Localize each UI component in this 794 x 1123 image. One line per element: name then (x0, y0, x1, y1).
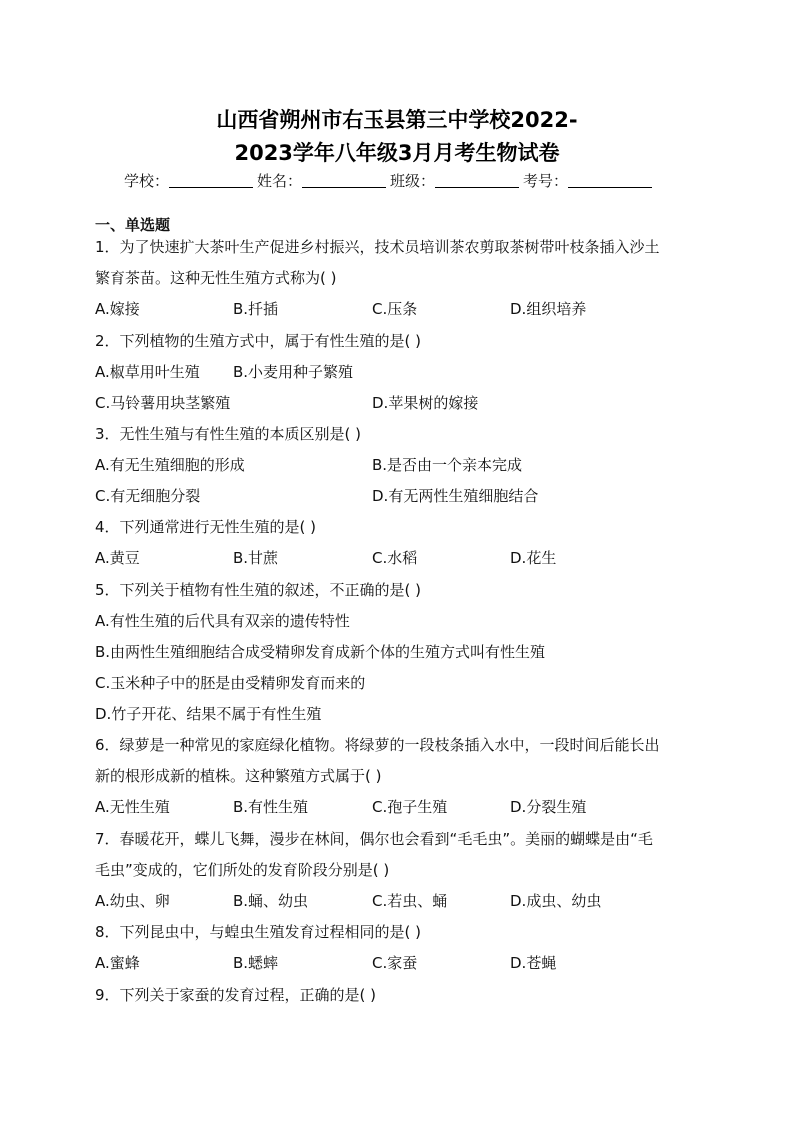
school-blank[interactable] (169, 173, 253, 188)
question-2-option-b: B.小麦用种子繁殖 (233, 363, 354, 381)
question-6-line-1: 6．绿萝是一种常见的家庭绿化植物。将绿萝的一段枝条插入水中，一段时间后能长出 (95, 736, 660, 754)
question-7-option-c: C.若虫、蛹 (372, 892, 448, 910)
question-8-line-1: 8．下列昆虫中，与蝗虫生殖发育过程相同的是( ) (95, 923, 422, 941)
question-7-option-d: D.成虫、幼虫 (510, 892, 602, 910)
question-7-option-a: A.幼虫、卵 (95, 892, 170, 910)
question-6-option-a: A.无性生殖 (95, 798, 170, 816)
question-5-option-a: A.有性生殖的后代具有双亲的遗传特性 (95, 612, 350, 630)
school-label: 学校： (124, 172, 170, 190)
question-3-option-c: C.有无细胞分裂 (95, 487, 201, 505)
exam-title-line2: 2023学年八年级3月月考生物试卷 (234, 141, 560, 165)
question-6-option-d: D.分裂生殖 (510, 798, 587, 816)
question-4-option-a: A.黄豆 (95, 549, 140, 567)
question-2-option-d: D.苹果树的嫁接 (372, 394, 479, 412)
question-1-option-c: C.压条 (372, 300, 418, 318)
question-5-option-d: D.竹子开花、结果不属于有性生殖 (95, 705, 322, 723)
question-6-option-b: B.有性生殖 (233, 798, 309, 816)
question-7-line-1: 7．春暖花开，蝶儿飞舞，漫步在林间，偶尔也会看到“毛毛虫”。美丽的蝴蝶是由“毛 (95, 830, 653, 848)
question-1-option-d: D.组织培养 (510, 300, 587, 318)
question-9-line-1: 9．下列关于家蚕的发育过程，正确的是( ) (95, 986, 377, 1004)
question-8-option-a: A.蜜蜂 (95, 954, 140, 972)
name-label: 姓名： (257, 172, 303, 190)
question-2-option-c: C.马铃薯用块茎繁殖 (95, 394, 231, 412)
question-4-option-d: D.花生 (510, 549, 557, 567)
class-label: 班级： (390, 172, 436, 190)
student-info-row (124, 170, 684, 191)
class-blank[interactable] (435, 173, 519, 188)
question-1-option-b: B.扦插 (233, 300, 279, 318)
question-8-option-d: D.苍蝇 (510, 954, 557, 972)
question-1-line-1: 1．为了快速扩大茶叶生产促进乡村振兴，技术员培训茶农剪取茶树带叶枝条插入沙土 (95, 238, 660, 256)
question-7-line-2: 毛虫”变成的，它们所处的发育阶段分别是( ) (95, 861, 390, 879)
question-6-line-2: 新的根形成新的植株。这种繁殖方式属于( ) (95, 767, 382, 785)
question-5-option-c: C.玉米种子中的胚是由受精卵发育而来的 (95, 674, 366, 692)
question-1-option-a: A.嫁接 (95, 300, 140, 318)
question-3-line-1: 3．无性生殖与有性生殖的本质区别是( ) (95, 425, 362, 443)
exam-title-line1: 山西省朔州市右玉县第三中学校2022- (216, 108, 578, 132)
question-7-option-b: B.蛹、幼虫 (233, 892, 309, 910)
question-6-option-c: C.孢子生殖 (372, 798, 448, 816)
question-4-option-b: B.甘蔗 (233, 549, 279, 567)
number-label: 考号： (523, 172, 569, 190)
number-blank[interactable] (568, 173, 652, 188)
question-3-option-b: B.是否由一个亲本完成 (372, 456, 523, 474)
question-4-option-c: C.水稻 (372, 549, 418, 567)
question-2-line-1: 2．下列植物的生殖方式中，属于有性生殖的是( ) (95, 332, 422, 350)
question-1-line-2: 繁育茶苗。这种无性生殖方式称为( ) (95, 269, 337, 287)
question-8-option-c: C.家蚕 (372, 954, 418, 972)
question-2-option-a: A.椒草用叶生殖 (95, 363, 200, 381)
question-8-option-b: B.蟋蟀 (233, 954, 279, 972)
section-heading: 一、单选题 (95, 216, 171, 234)
question-5-option-b: B.由两性生殖细胞结合成受精卵发育成新个体的生殖方式叫有性生殖 (95, 643, 546, 661)
question-3-option-d: D.有无两性生殖细胞结合 (372, 487, 539, 505)
question-5-line-1: 5．下列关于植物有性生殖的叙述，不正确的是( ) (95, 581, 422, 599)
name-blank[interactable] (302, 173, 386, 188)
question-4-line-1: 4．下列通常进行无性生殖的是( ) (95, 518, 317, 536)
question-3-option-a: A.有无生殖细胞的形成 (95, 456, 245, 474)
